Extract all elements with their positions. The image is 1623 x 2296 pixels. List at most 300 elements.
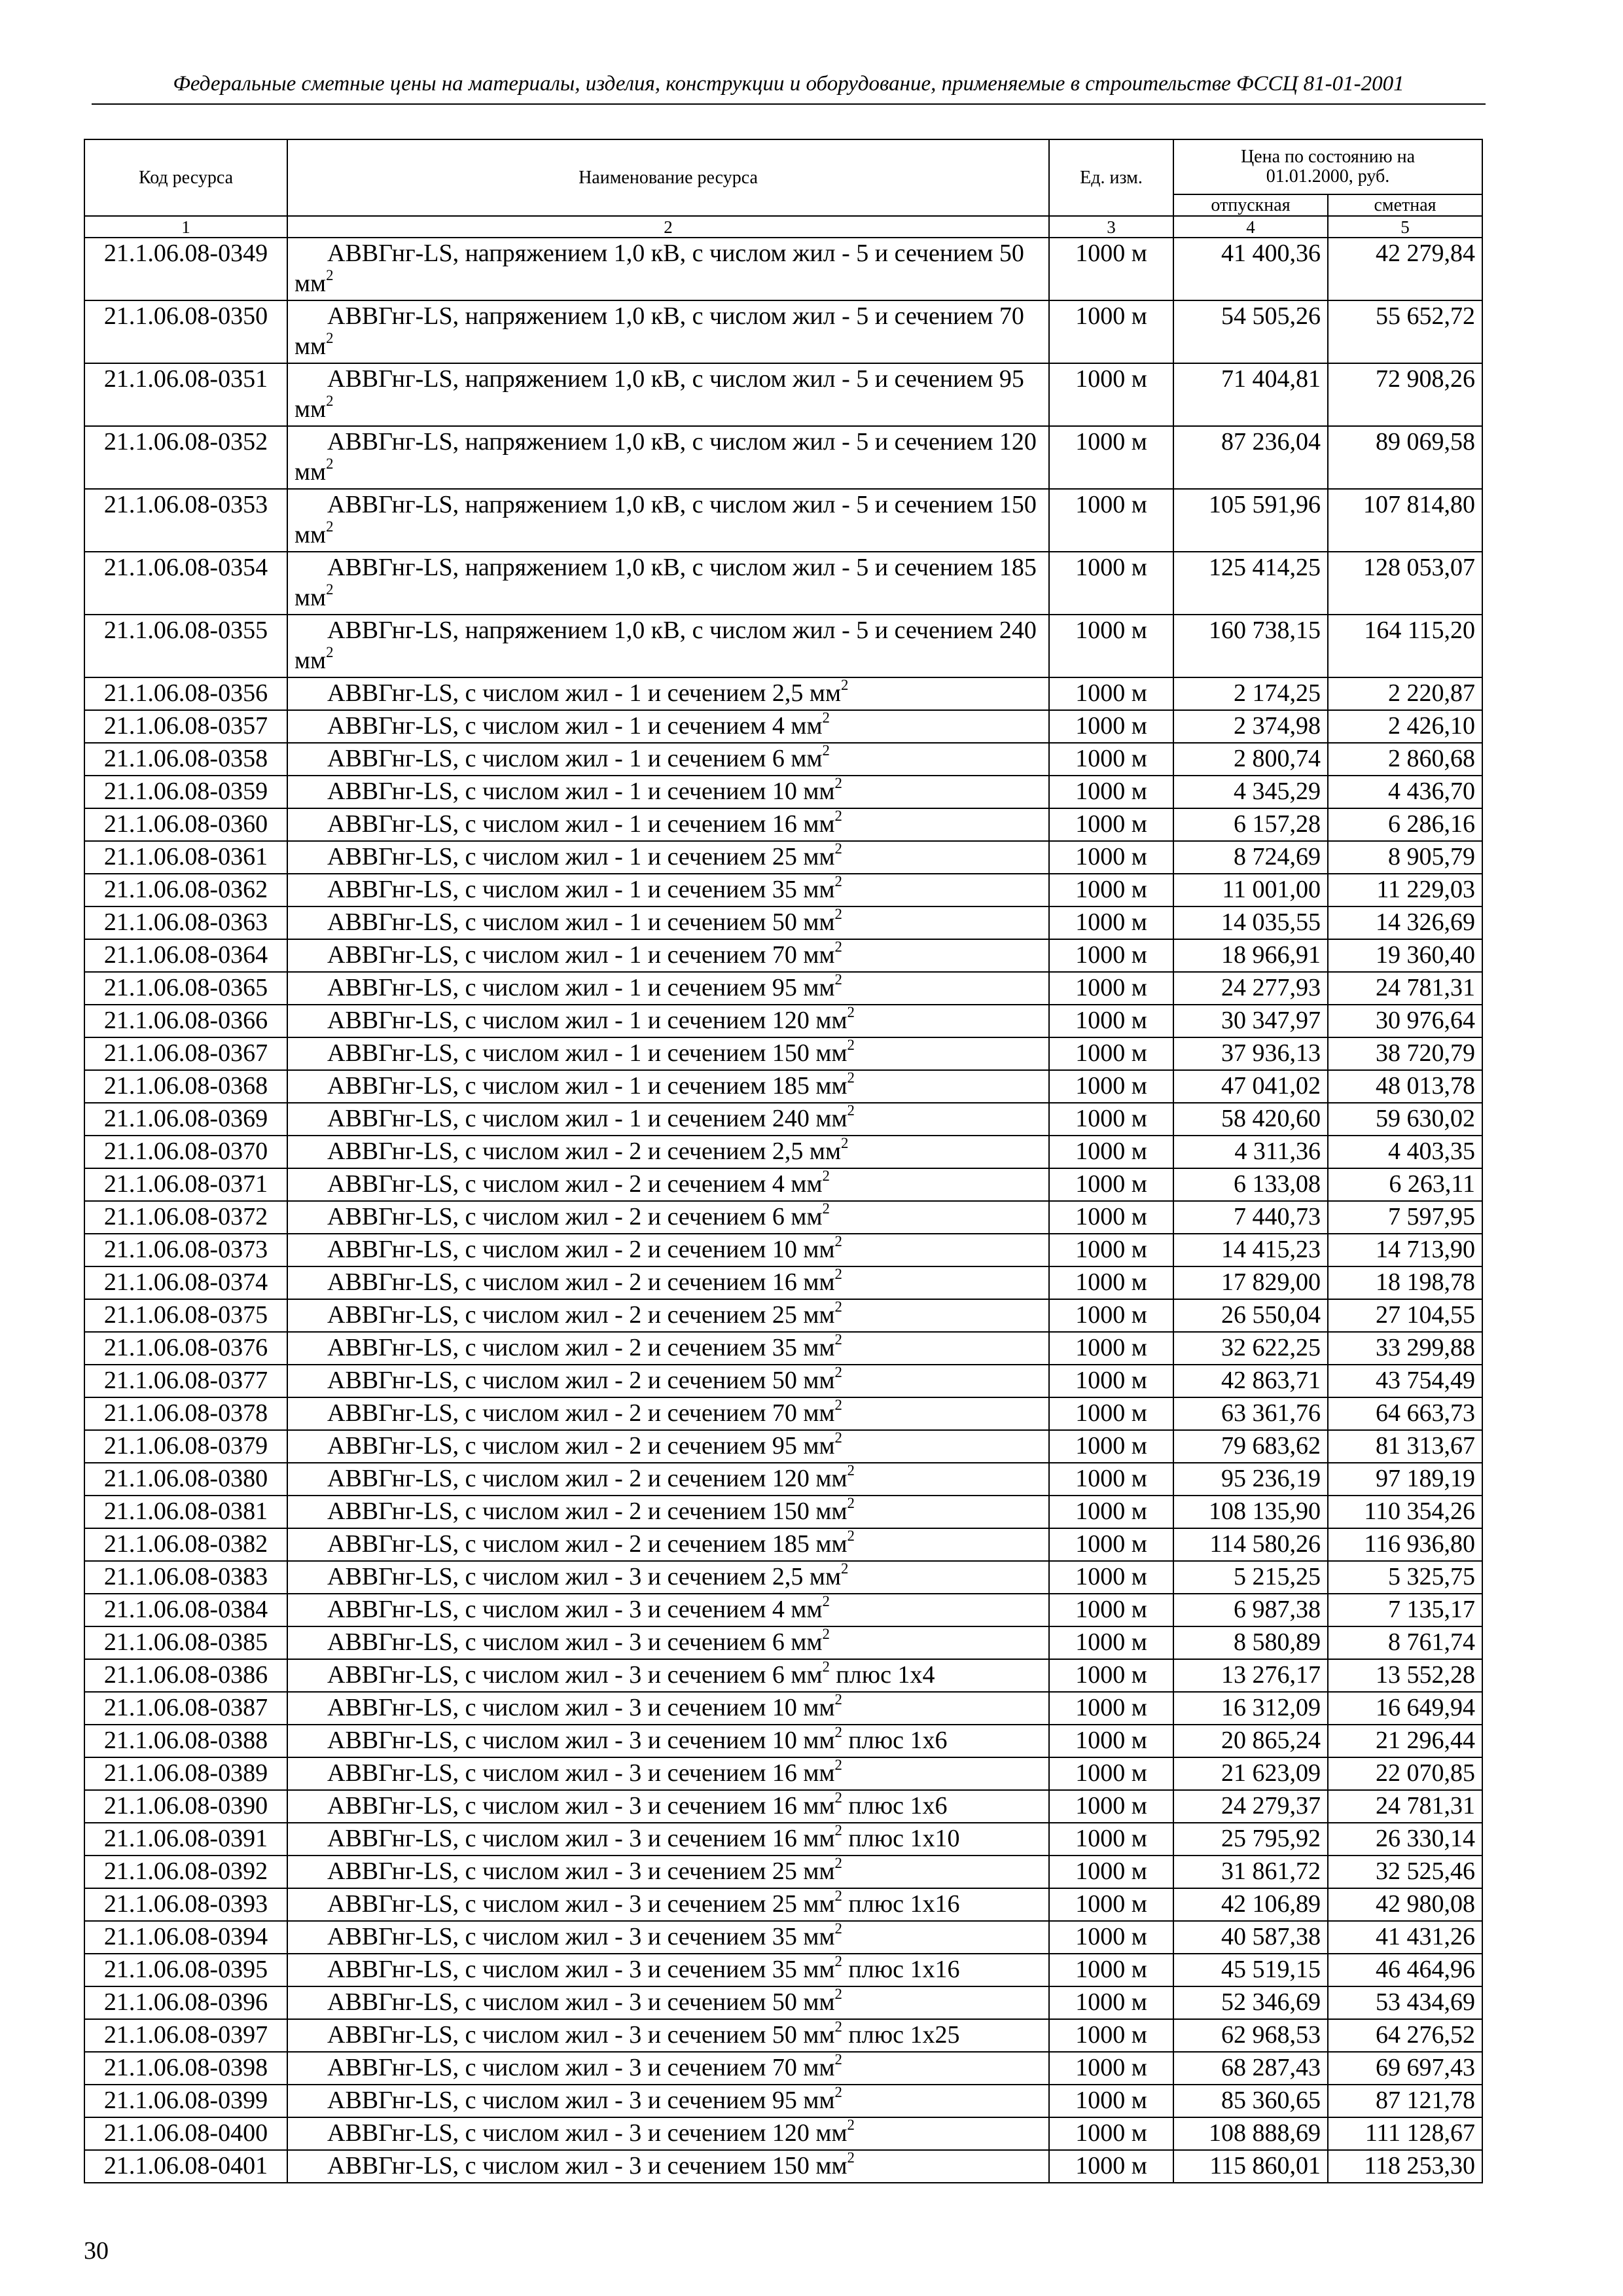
unit-exponent: 2 [847,1069,855,1086]
resource-code: 21.1.06.08-0355 [84,615,287,677]
estimate-price: 111 128,67 [1328,2117,1482,2150]
resource-name [287,1921,1049,1954]
unit: 1000 м [1049,238,1173,300]
resource-name [287,1397,1049,1430]
estimate-price: 30 976,64 [1328,1005,1482,1037]
resource-name [287,677,1049,710]
estimate-price: 128 053,07 [1328,552,1482,615]
table-row [84,1070,1482,1103]
resource-name [287,2117,1049,2150]
resource-name [287,776,1049,808]
col-number-4: 4 [1173,216,1328,238]
unit-exponent: 2 [847,2116,855,2133]
unit-exponent: 2 [822,1658,830,1675]
release-price: 41 400,36 [1173,238,1328,300]
unit-exponent: 2 [834,1952,842,1969]
resource-name-text: АВВГнг-LS, с числом жил - 2 и сечением 2,5 мм [327,1138,841,1165]
resource-code: 21.1.06.08-0360 [84,808,287,841]
resource-name [287,1037,1049,1070]
unit: 1000 м [1049,743,1173,776]
table-row [84,874,1482,906]
table-row [84,1299,1482,1332]
col-number-3: 3 [1049,216,1173,238]
release-price: 26 550,04 [1173,1299,1328,1332]
unit-exponent: 2 [326,643,334,660]
table-row [84,1823,1482,1856]
unit: 1000 м [1049,710,1173,743]
resource-code: 21.1.06.08-0356 [84,677,287,710]
resource-name-text: АВВГнг-LS, с числом жил - 2 и сечением 50 мм [327,1367,835,1394]
release-price: 13 276,17 [1173,1659,1328,1692]
table-row [84,363,1482,426]
release-price: 17 829,00 [1173,1266,1328,1299]
unit-exponent: 2 [834,1396,842,1413]
unit-exponent: 2 [822,1167,830,1184]
resource-code: 21.1.06.08-0361 [84,841,287,874]
unit-exponent: 2 [834,2018,842,2035]
resource-name [287,1299,1049,1332]
unit-exponent: 2 [841,676,849,693]
unit-exponent: 2 [834,872,842,889]
estimate-price: 59 630,02 [1328,1103,1482,1136]
resource-name-text: АВВГнг-LS, с числом жил - 2 и сечением 95 мм [327,1432,835,1460]
resource-code: 21.1.06.08-0364 [84,939,287,972]
table-row [84,1005,1482,1037]
table-row [84,1234,1482,1266]
table-row [84,426,1482,489]
estimate-price: 14 326,69 [1328,906,1482,939]
table-row [84,1528,1482,1561]
unit: 1000 м [1049,552,1173,615]
resource-name [287,1692,1049,1725]
resource-code: 21.1.06.08-0378 [84,1397,287,1430]
estimate-price: 42 980,08 [1328,1888,1482,1921]
estimate-price: 5 325,75 [1328,1561,1482,1594]
resource-code: 21.1.06.08-0370 [84,1136,287,1168]
release-price: 2 800,74 [1173,743,1328,776]
resource-name-text: АВВГнг-LS, с числом жил - 3 и сечением 50 мм [327,1988,835,2016]
estimate-price: 48 013,78 [1328,1070,1482,1103]
resource-name [287,1561,1049,1594]
resource-name [287,2052,1049,2085]
unit: 1000 м [1049,1103,1173,1136]
table-row [84,1266,1482,1299]
release-price: 24 277,93 [1173,972,1328,1005]
unit: 1000 м [1049,1397,1173,1430]
unit-exponent: 2 [847,1003,855,1020]
resource-name [287,2085,1049,2117]
resource-name [287,2019,1049,2052]
estimate-price: 32 525,46 [1328,1856,1482,1888]
table-row [84,1201,1482,1234]
unit: 1000 м [1049,1136,1173,1168]
estimate-price: 55 652,72 [1328,300,1482,363]
release-price: 79 683,62 [1173,1430,1328,1463]
resource-name-text: АВВГнг-LS, с числом жил - 2 и сечением 120 мм [327,1465,847,1492]
unit-exponent: 2 [834,1756,842,1773]
unit: 1000 м [1049,489,1173,552]
table-row [84,1136,1482,1168]
estimate-price: 2 860,68 [1328,743,1482,776]
unit: 1000 м [1049,1823,1173,1856]
resource-code: 21.1.06.08-0395 [84,1954,287,1986]
unit: 1000 м [1049,939,1173,972]
resource-name-text: АВВГнг-LS, с числом жил - 3 и сечением 25 мм [327,1857,835,1885]
estimate-price: 27 104,55 [1328,1299,1482,1332]
table-row [84,1168,1482,1201]
resource-name-text: АВВГнг-LS, с числом жил - 2 и сечением 25 мм [327,1301,835,1329]
release-price: 87 236,04 [1173,426,1328,489]
estimate-price: 107 814,80 [1328,489,1482,552]
unit: 1000 м [1049,1005,1173,1037]
estimate-price: 24 781,31 [1328,972,1482,1005]
resource-name-text: АВВГнг-LS, с числом жил - 1 и сечением 240 мм [327,1105,847,1132]
unit: 1000 м [1049,1266,1173,1299]
resource-name-text: АВВГнг-LS, с числом жил - 2 и сечением 6 мм [327,1203,823,1230]
unit-exponent: 2 [834,1331,842,1348]
release-price: 47 041,02 [1173,1070,1328,1103]
unit-exponent: 2 [834,2083,842,2100]
unit: 1000 м [1049,1954,1173,1986]
resource-code: 21.1.06.08-0381 [84,1496,287,1528]
unit-exponent: 2 [834,1723,842,1740]
resource-name-text: АВВГнг-LS, с числом жил - 1 и сечением 120 мм [327,1007,847,1034]
resource-name-text: АВВГнг-LS, напряжением 1,0 кВ, с числом жил - 5 и сечением 185 мм [294,554,1037,611]
resource-name-text: АВВГнг-LS, напряжением 1,0 кВ, с числом жил - 5 и сечением 50 мм [294,240,1024,297]
col-number-2: 2 [287,216,1049,238]
release-price: 125 414,25 [1173,552,1328,615]
estimate-price: 24 781,31 [1328,1790,1482,1823]
resource-name [287,1496,1049,1528]
resource-name-text: АВВГнг-LS, с числом жил - 1 и сечением 4 мм [327,712,823,740]
unit: 1000 м [1049,1856,1173,1888]
unit-exponent: 2 [326,329,334,346]
resource-name-text: АВВГнг-LS, с числом жил - 1 и сечением 150 мм [327,1039,847,1067]
release-price: 58 420,60 [1173,1103,1328,1136]
unit: 1000 м [1049,1594,1173,1626]
unit: 1000 м [1049,1070,1173,1103]
unit: 1000 м [1049,1299,1173,1332]
estimate-price: 72 908,26 [1328,363,1482,426]
resource-code: 21.1.06.08-0354 [84,552,287,615]
release-price: 7 440,73 [1173,1201,1328,1234]
resource-code: 21.1.06.08-0376 [84,1332,287,1365]
resource-name [287,363,1049,426]
resource-name [287,1823,1049,1856]
table-row [84,2150,1482,2183]
unit-exponent: 2 [834,971,842,988]
resource-code: 21.1.06.08-0358 [84,743,287,776]
resource-code: 21.1.06.08-0388 [84,1725,287,1757]
resource-name-text: АВВГнг-LS, с числом жил - 1 и сечением 70 мм [327,941,835,969]
release-price: 54 505,26 [1173,300,1328,363]
resource-code: 21.1.06.08-0371 [84,1168,287,1201]
resource-name [287,1266,1049,1299]
unit: 1000 м [1049,615,1173,677]
unit-exponent: 2 [834,1232,842,1249]
table-row [84,677,1482,710]
unit: 1000 м [1049,808,1173,841]
resource-code: 21.1.06.08-0382 [84,1528,287,1561]
resource-name-tail: плюс 1x16 [842,1890,960,1918]
resource-name-text: АВВГнг-LS, с числом жил - 3 и сечением 120 мм [327,2119,847,2147]
estimate-price: 38 720,79 [1328,1037,1482,1070]
estimate-price: 110 354,26 [1328,1496,1482,1528]
estimate-price: 41 431,26 [1328,1921,1482,1954]
resource-code: 21.1.06.08-0385 [84,1626,287,1659]
unit-exponent: 2 [822,1592,830,1609]
resource-code: 21.1.06.08-0386 [84,1659,287,1692]
unit: 1000 м [1049,1430,1173,1463]
release-price: 25 795,92 [1173,1823,1328,1856]
resource-name-text: АВВГнг-LS, с числом жил - 3 и сечением 2,5 мм [327,1563,841,1590]
unit: 1000 м [1049,1332,1173,1365]
unit: 1000 м [1049,1561,1173,1594]
estimate-price: 97 189,19 [1328,1463,1482,1496]
release-price: 42 106,89 [1173,1888,1328,1921]
resource-name-text: АВВГнг-LS, с числом жил - 3 и сечением 10 мм [327,1694,835,1721]
estimate-price: 19 360,40 [1328,939,1482,972]
unit-exponent: 2 [326,392,334,409]
resource-name [287,1888,1049,1921]
table-row [84,1921,1482,1954]
release-price: 68 287,43 [1173,2052,1328,2085]
unit: 1000 м [1049,972,1173,1005]
release-price: 6 987,38 [1173,1594,1328,1626]
table-row [84,1496,1482,1528]
resource-name [287,743,1049,776]
unit: 1000 м [1049,1037,1173,1070]
table-row [84,939,1482,972]
release-price: 4 345,29 [1173,776,1328,808]
resource-name-text: АВВГнг-LS, с числом жил - 2 и сечением 185 мм [327,1530,847,1558]
unit: 1000 м [1049,1463,1173,1496]
table-row [84,710,1482,743]
release-price: 6 157,28 [1173,808,1328,841]
table-row [84,1626,1482,1659]
estimate-price: 8 761,74 [1328,1626,1482,1659]
resource-name [287,1594,1049,1626]
unit: 1000 м [1049,1234,1173,1266]
resource-code: 21.1.06.08-0357 [84,710,287,743]
table-row [84,743,1482,776]
table-row [84,2117,1482,2150]
table-row [84,489,1482,552]
unit-exponent: 2 [326,266,334,283]
release-price: 95 236,19 [1173,1463,1328,1496]
release-price: 18 966,91 [1173,939,1328,972]
table-body [84,238,1482,2183]
estimate-price: 64 663,73 [1328,1397,1482,1430]
resource-name [287,1725,1049,1757]
resource-name-tail: плюс 1x4 [829,1661,935,1689]
table-row [84,972,1482,1005]
release-price: 31 861,72 [1173,1856,1328,1888]
unit-exponent: 2 [847,1462,855,1479]
resource-name [287,2150,1049,2183]
estimate-price: 81 313,67 [1328,1430,1482,1463]
release-price: 62 968,53 [1173,2019,1328,2052]
table-row [84,1725,1482,1757]
table-row [84,1365,1482,1397]
resource-code: 21.1.06.08-0352 [84,426,287,489]
resource-name-text: АВВГнг-LS, с числом жил - 3 и сечением 70 мм [327,2054,835,2081]
release-price: 6 133,08 [1173,1168,1328,1201]
resource-name-text: АВВГнг-LS, с числом жил - 3 и сечением 95 мм [327,2087,835,2114]
col-header-estimate: сметная [1328,194,1482,216]
resource-name-text: АВВГнг-LS, с числом жил - 3 и сечением 50 мм [327,2021,835,2049]
estimate-price: 4 403,35 [1328,1136,1482,1168]
unit-exponent: 2 [834,1363,842,1380]
estimate-price: 116 936,80 [1328,1528,1482,1561]
estimate-price: 87 121,78 [1328,2085,1482,2117]
unit: 1000 м [1049,1888,1173,1921]
resource-name [287,1332,1049,1365]
unit-exponent: 2 [326,581,334,598]
resource-name-text: АВВГнг-LS, с числом жил - 1 и сечением 50 мм [327,908,835,936]
estimate-price: 7 135,17 [1328,1594,1482,1626]
release-price: 40 587,38 [1173,1921,1328,1954]
release-price: 11 001,00 [1173,874,1328,906]
unit-exponent: 2 [834,1265,842,1282]
unit: 1000 м [1049,906,1173,939]
resource-name [287,874,1049,906]
resource-code: 21.1.06.08-0351 [84,363,287,426]
resource-name-text: АВВГнг-LS, с числом жил - 3 и сечением 6 мм [327,1661,823,1689]
unit: 1000 м [1049,1626,1173,1659]
unit: 1000 м [1049,2117,1173,2150]
resource-name-text: АВВГнг-LS, с числом жил - 2 и сечением 16 мм [327,1268,835,1296]
unit: 1000 м [1049,1986,1173,2019]
unit-exponent: 2 [834,1920,842,1937]
estimate-price: 13 552,28 [1328,1659,1482,1692]
unit: 1000 м [1049,1725,1173,1757]
unit-exponent: 2 [834,1887,842,1904]
unit: 1000 м [1049,1921,1173,1954]
unit: 1000 м [1049,2150,1173,2183]
resource-code: 21.1.06.08-0369 [84,1103,287,1136]
col-header-code: Код ресурса [84,139,287,216]
resource-code: 21.1.06.08-0391 [84,1823,287,1856]
resource-code: 21.1.06.08-0393 [84,1888,287,1921]
resource-code: 21.1.06.08-0372 [84,1201,287,1234]
resource-code: 21.1.06.08-0384 [84,1594,287,1626]
unit: 1000 м [1049,2052,1173,2085]
unit-exponent: 2 [834,2051,842,2068]
unit: 1000 м [1049,1201,1173,1234]
col-header-price: Цена по состоянию на 01.01.2000, руб. [1173,139,1482,194]
unit-exponent: 2 [847,1527,855,1544]
resource-name [287,841,1049,874]
estimate-price: 69 697,43 [1328,2052,1482,2085]
resource-name-text: АВВГнг-LS, с числом жил - 2 и сечением 35 мм [327,1334,835,1361]
resource-name-text: АВВГнг-LS, напряжением 1,0 кВ, с числом жил - 5 и сечением 150 мм [294,491,1037,548]
resource-name [287,1790,1049,1823]
unit-exponent: 2 [822,1625,830,1642]
release-price: 105 591,96 [1173,489,1328,552]
estimate-price: 2 426,10 [1328,710,1482,743]
release-price: 85 360,65 [1173,2085,1328,2117]
resource-name-text: АВВГнг-LS, напряжением 1,0 кВ, с числом жил - 5 и сечением 70 мм [294,302,1024,360]
release-price: 108 135,90 [1173,1496,1328,1528]
unit-exponent: 2 [834,905,842,922]
unit: 1000 м [1049,1496,1173,1528]
unit-exponent: 2 [847,2149,855,2166]
estimate-price: 11 229,03 [1328,874,1482,906]
resource-code: 21.1.06.08-0363 [84,906,287,939]
unit-exponent: 2 [841,1560,849,1577]
resource-code: 21.1.06.08-0359 [84,776,287,808]
estimate-price: 4 436,70 [1328,776,1482,808]
unit: 1000 м [1049,841,1173,874]
resource-code: 21.1.06.08-0377 [84,1365,287,1397]
resource-code: 21.1.06.08-0401 [84,2150,287,2183]
unit-exponent: 2 [834,1985,842,2002]
release-price: 115 860,01 [1173,2150,1328,2183]
table-row [84,1659,1482,1692]
unit: 1000 м [1049,2085,1173,2117]
resource-code: 21.1.06.08-0400 [84,2117,287,2150]
table-row [84,1463,1482,1496]
resource-name [287,1234,1049,1266]
resource-name-tail: плюс 1x6 [842,1727,948,1754]
resource-name [287,1005,1049,1037]
resource-name-text: АВВГнг-LS, с числом жил - 2 и сечением 4 мм [327,1170,823,1198]
estimate-price: 22 070,85 [1328,1757,1482,1790]
resource-code: 21.1.06.08-0367 [84,1037,287,1070]
table-row [84,1790,1482,1823]
resource-name-text: АВВГнг-LS, с числом жил - 3 и сечением 150 мм [327,2152,847,2179]
resource-name [287,1463,1049,1496]
resource-name [287,1365,1049,1397]
unit-exponent: 2 [834,840,842,857]
unit-exponent: 2 [847,1494,855,1511]
resource-code: 21.1.06.08-0397 [84,2019,287,2052]
resource-name-text: АВВГнг-LS, с числом жил - 2 и сечением 10 мм [327,1236,835,1263]
resource-name-text: АВВГнг-LS, с числом жил - 1 и сечением 35 мм [327,876,835,903]
unit: 1000 м [1049,1365,1173,1397]
estimate-price: 21 296,44 [1328,1725,1482,1757]
resource-name-text: АВВГнг-LS, с числом жил - 3 и сечением 16 мм [327,1792,835,1820]
release-price: 20 865,24 [1173,1725,1328,1757]
unit-exponent: 2 [834,1429,842,1446]
resource-name [287,300,1049,363]
resource-name-tail: плюс 1x25 [842,2021,960,2049]
release-price: 16 312,09 [1173,1692,1328,1725]
release-price: 45 519,15 [1173,1954,1328,1986]
estimate-price: 46 464,96 [1328,1954,1482,1986]
release-price: 71 404,81 [1173,363,1328,426]
resource-name-text: АВВГнг-LS, с числом жил - 3 и сечением 4 мм [327,1596,823,1623]
release-price: 63 361,76 [1173,1397,1328,1430]
resource-name [287,1430,1049,1463]
resource-code: 21.1.06.08-0390 [84,1790,287,1823]
resource-name [287,1856,1049,1888]
resource-name-text: АВВГнг-LS, с числом жил - 3 и сечением 10 мм [327,1727,835,1754]
resource-code: 21.1.06.08-0389 [84,1757,287,1790]
table-row [84,906,1482,939]
release-price: 160 738,15 [1173,615,1328,677]
resource-name [287,615,1049,677]
resource-code: 21.1.06.08-0383 [84,1561,287,1594]
resource-name [287,1528,1049,1561]
resource-name-tail: плюс 1x10 [842,1825,960,1852]
estimate-price: 14 713,90 [1328,1234,1482,1266]
resource-name [287,552,1049,615]
unit: 1000 м [1049,1790,1173,1823]
table-row [84,776,1482,808]
unit-exponent: 2 [834,1691,842,1708]
